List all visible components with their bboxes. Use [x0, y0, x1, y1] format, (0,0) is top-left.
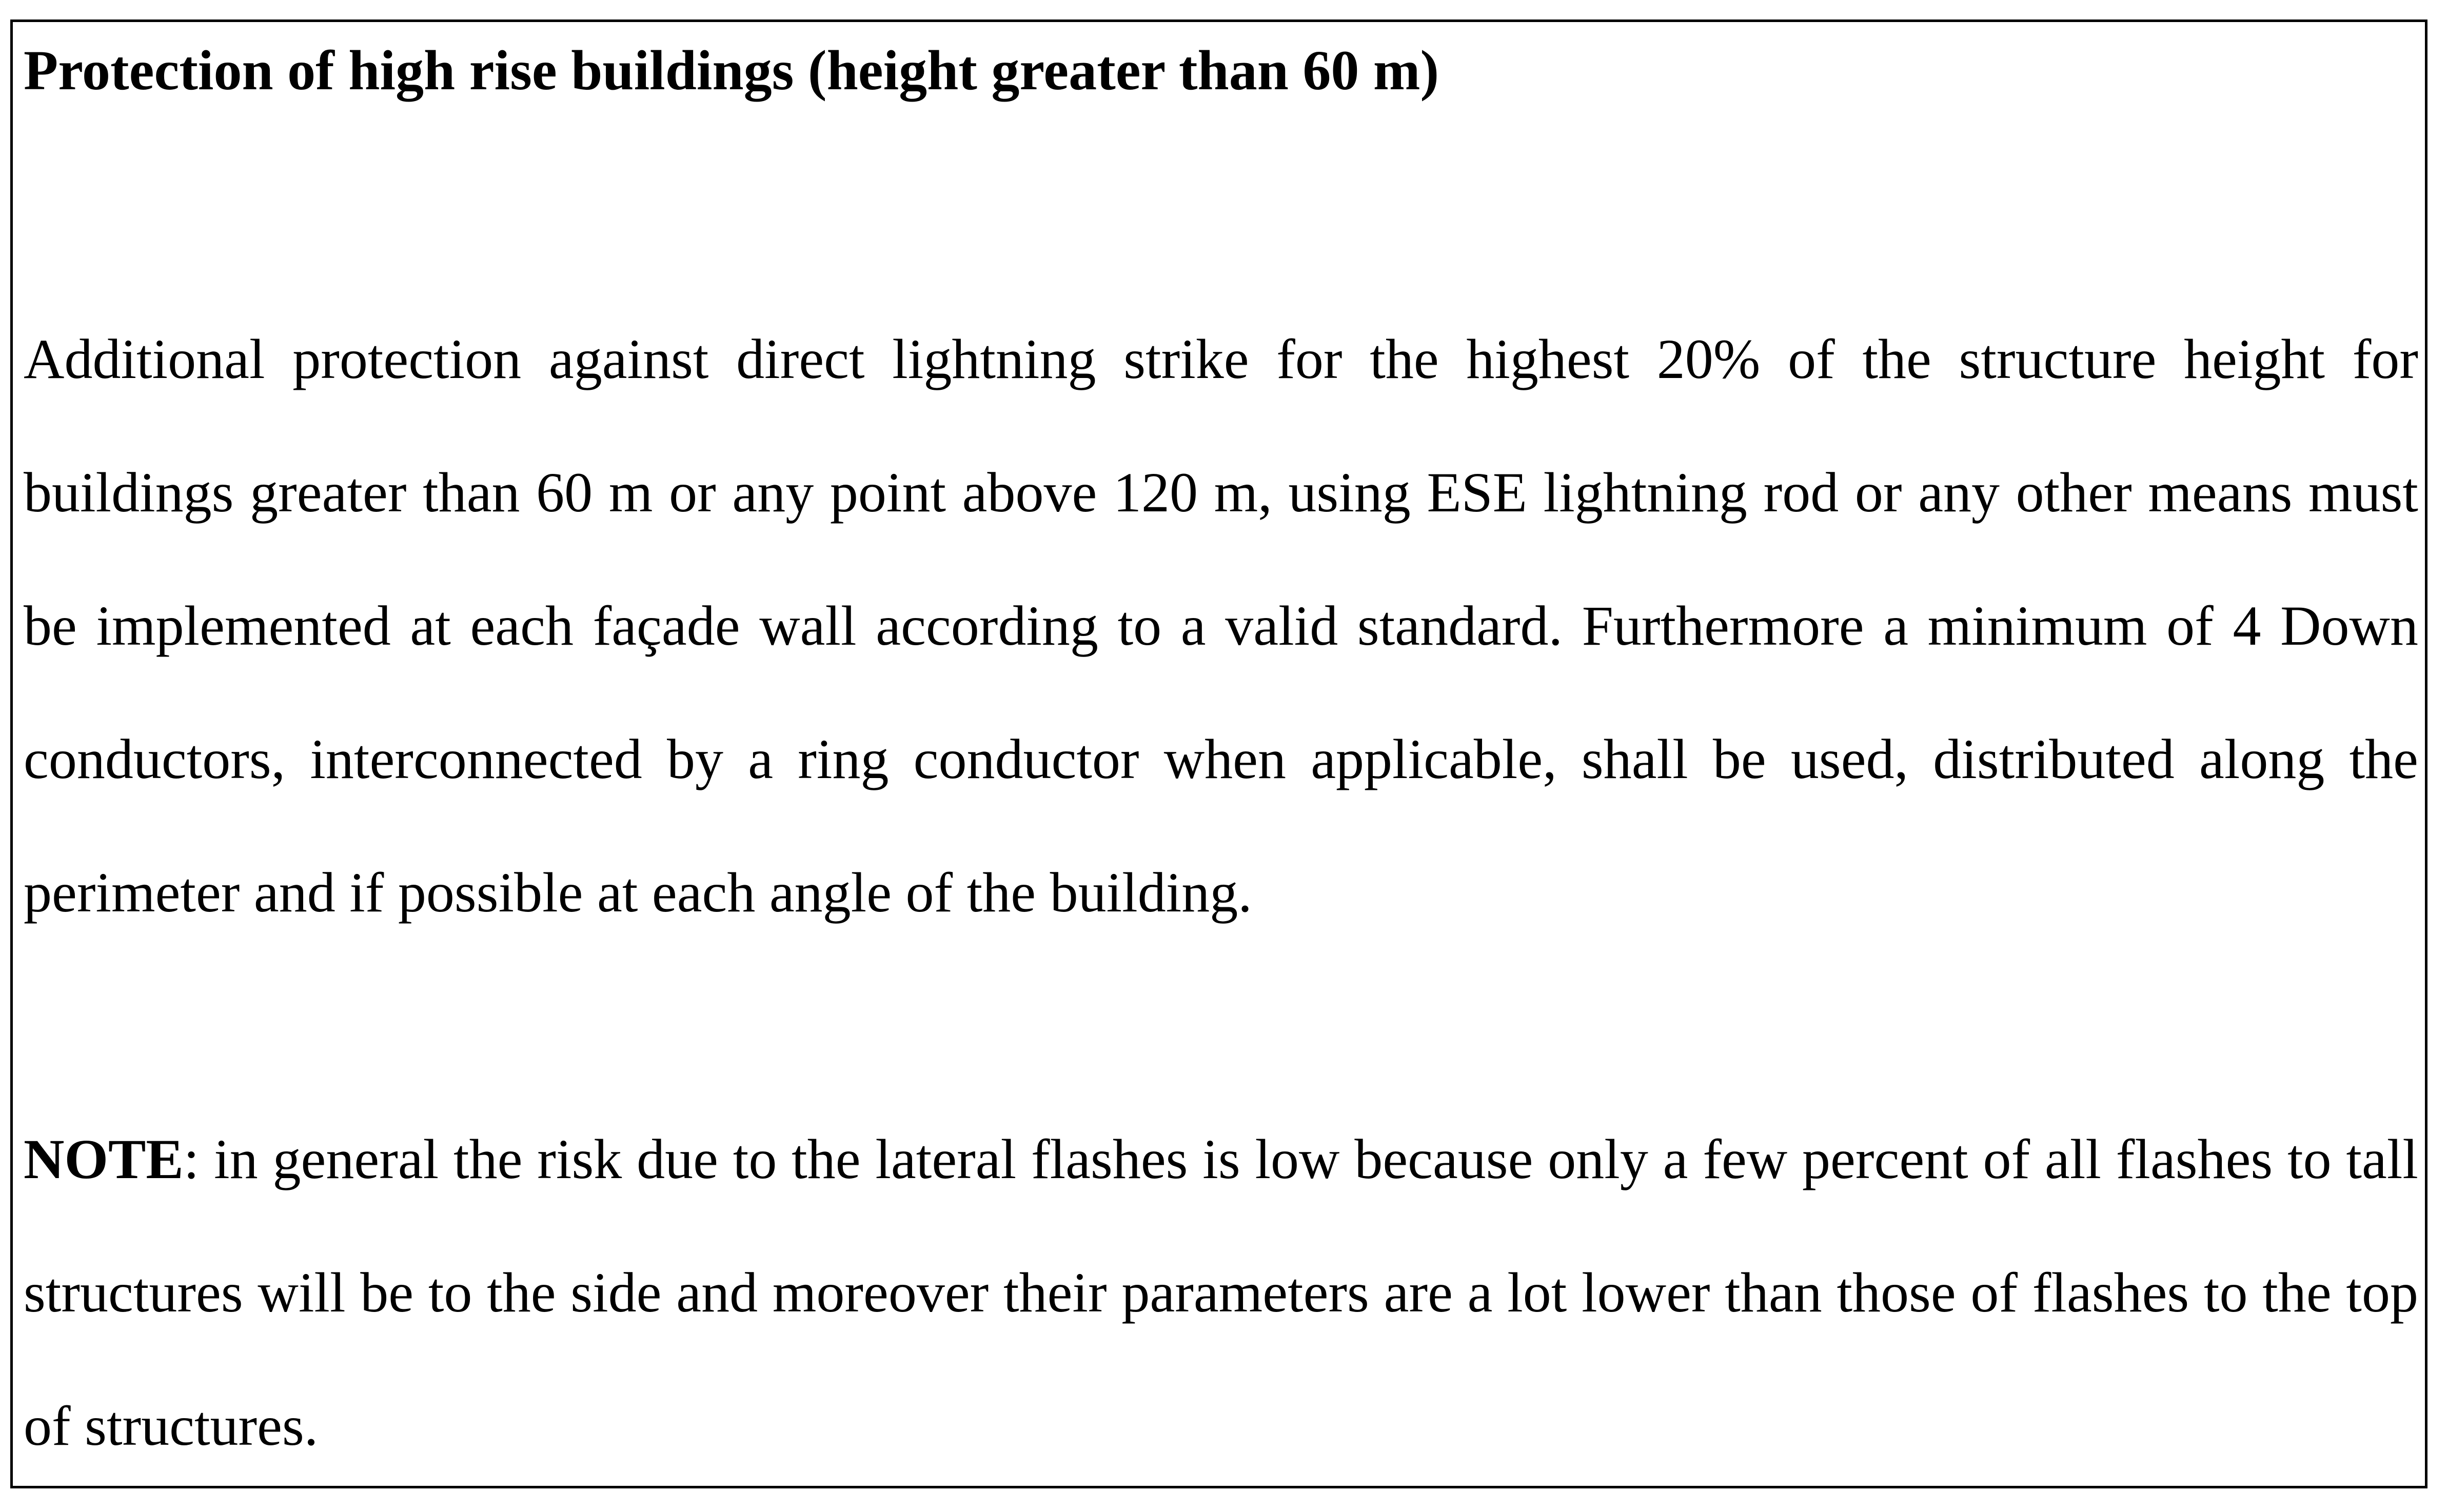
document-heading: Protection of high rise buildings (height greater than 60 m) [24, 39, 1439, 102]
note-paragraph [24, 1092, 2418, 1493]
main-paragraph: Additional protection against direct lightning strike for the highest 20% of the structure height for buildings greater than 60 m or any point above 120 m, using ESE lightning rod or any other means must be implemented at each façade wall according to a valid standard. Furthermore a minimum of 4 Down conductors, interconnected by a ring conductor when applicable, shall be used, distributed along the perimeter and if possible at each angle of the building. [24, 328, 2418, 924]
note-label: NOTE [24, 1128, 184, 1190]
note-text: : in general the risk due to the lateral flashes is low because only a few percent of all flashes to tall structures will be to the side and moreover their parameters are a lot lower than those of flashes to the top of structures. [24, 1128, 2418, 1457]
